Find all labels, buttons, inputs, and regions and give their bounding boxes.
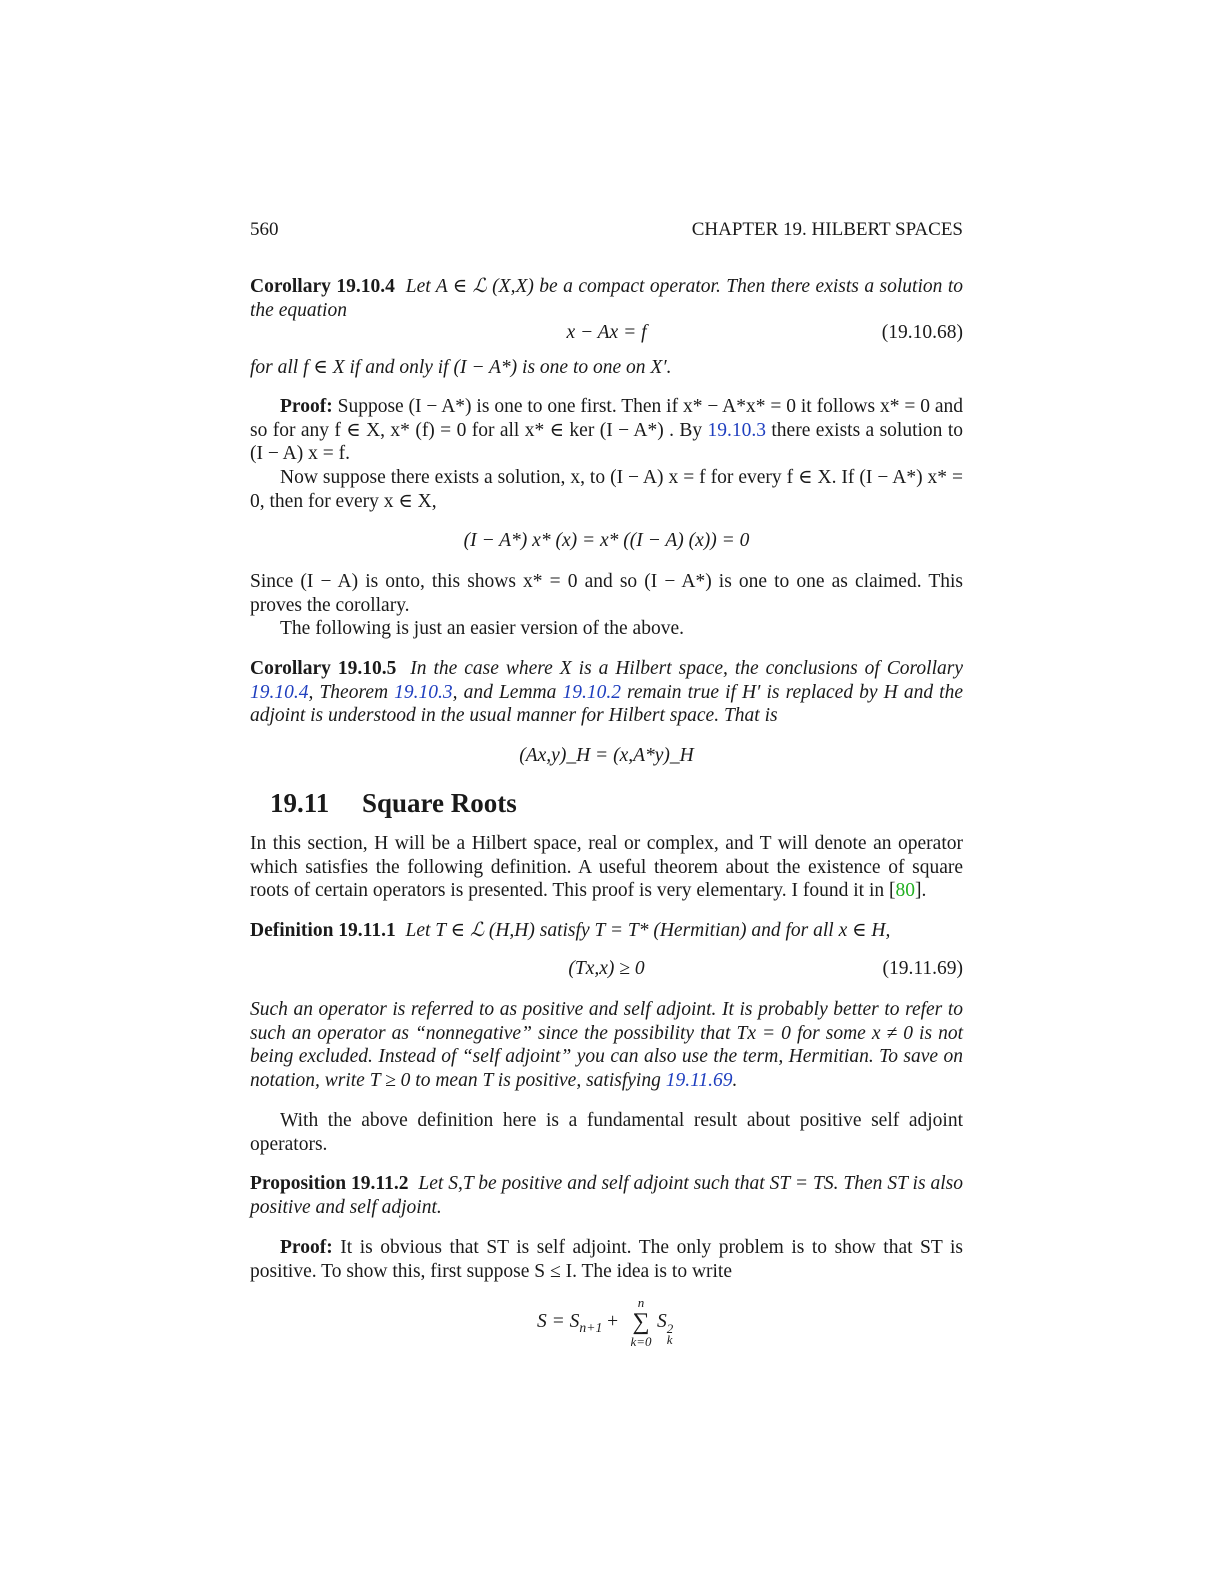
proposition-label: Proposition 19.11.2 [250,1173,409,1194]
ref-link-19-10-3[interactable]: 19.10.3 [394,681,453,703]
equation-number: (19.10.68) [881,322,963,343]
sum-term [657,1311,673,1345]
section-intro [250,832,963,903]
equation-19-11-69 [250,958,963,982]
summation-operator [626,1296,656,1350]
page-number: 560 [250,219,279,240]
definition-19-11-1 [250,919,963,943]
chapter-title: CHAPTER 19. HILBERT SPACES [691,219,963,240]
corollary-19-10-4 [250,275,963,322]
corollary-text: , and Lemma [452,681,563,703]
term-base: S [657,1311,667,1332]
equation: (I − A*) x* (x) = x* ((I − A) (x)) = 0 [463,530,750,551]
equation: (Ax,y)_H = (x,A*y)_H [519,745,694,766]
sum-equation [250,1296,963,1356]
ref-link-19-10-3[interactable]: 19.10.3 [707,419,766,441]
term-superscript: 2 [666,1321,674,1336]
equation-19-10-68 [250,322,963,346]
section-heading [270,788,517,819]
corollary-19-10-5 [250,657,963,728]
sigma-symbol: ∑ [632,1309,650,1335]
proof-text-end: there exists a solution to (I − A) x = f. [250,419,963,464]
plus-sign: + [602,1311,619,1332]
corollary-text: Let A ∈ ℒ (X,X) be a compact operator. Then there exists a solution to the equation [250,276,963,321]
proposition-text: Let S,T be positive and self adjoint such that ST = TS. Then ST is also positive and self adjoint. [250,1173,963,1218]
sum-lhs [537,1311,618,1336]
proof-label: Proof: [280,1237,333,1258]
paragraph: With the above definition here is a fundamental result about positive self adjoint operators. [250,1110,963,1155]
lhs-subscript: n+1 [579,1319,603,1335]
proof-label: Proof: [280,396,333,417]
ref-link-19-10-4[interactable]: 19.10.4 [250,681,309,703]
running-header [250,219,963,241]
proof-paragraph-1 [250,395,963,466]
definition-remark [250,998,963,1092]
corollary-text: , Theorem [308,681,395,703]
definition-text: Let T ∈ ℒ (H,H) satisfy T = T* (Hermitian) and for all x ∈ H, [405,920,891,941]
corollary-condition: for all f ∈ X if and only if (I − A*) is one to one on X′. [250,357,672,378]
definition-label: Definition 19.11.1 [250,920,396,941]
proposition-19-11-2 [250,1172,963,1219]
citation-link[interactable]: 80 [895,880,915,901]
display-equation [250,745,963,769]
remark-text: Such an operator is referred to as positive and self adjoint. It is probably better to refer to such an operator as “nonnegative” since the possibility that Tx = 0 for some x ≠ 0 is not being excluded. Instead of “self adjoint” you can also use the term, Hermitian. To save on notation, write T ≥ 0 to mean T is positive, satisfying [250,999,963,1091]
lhs-text: S = S [537,1311,580,1332]
proof-paragraph-5 [250,1236,963,1283]
corollary-label: Corollary 19.10.5 [250,658,397,679]
display-equation [250,530,963,554]
sum-upper-limit: n [637,1295,645,1310]
equation-number: (19.11.69) [882,958,963,979]
ref-link-19-11-69[interactable]: 19.11.69 [665,1069,733,1091]
proof-paragraph-3: Since (I − A) is onto, this shows x* = 0 and so (I − A*) is one to one as claimed. This proves the corollary. [250,571,963,616]
intro-text: In this section, H will be a Hilbert space, real or complex, and T will denote an operator which satisfies the following definition. A useful theorem about the existence of square roots of certain operators is presented. This proof is very elementary. I found it in [ [250,833,963,901]
corollary-text: remain true if H′ is replaced by H and the adjoint is understood in the usual manner for Hilbert space. That is [250,681,963,726]
remark-end: . [732,1069,738,1091]
proof-paragraph-2: Now suppose there exists a solution, x, to (I − A) x = f for every f ∈ X. If (I − A*) x* = 0, then for every x ∈ X, [250,467,963,512]
proof-paragraph-4: The following is just an easier version of the above. [280,618,684,639]
equation: x − Ax = f [566,322,647,343]
proof-text: It is obvious that ST is self adjoint. The only problem is to show that ST is positive. To show this, first suppose S ≤ I. The idea is to write [250,1237,964,1282]
equation: (Tx,x) ≥ 0 [568,958,645,979]
proof-text: Suppose (I − A*) is one to one first. Then if x* − A*x* = 0 it follows x* = 0 and so for any f ∈ X, x* (f) = 0 for all x* ∈ ker (I − A*) . By [250,396,964,441]
intro-end: ]. [914,880,927,901]
sum-lower-limit: k=0 [630,1334,652,1349]
section-title: Square Roots [362,788,517,818]
corollary-label: Corollary 19.10.4 [250,276,395,297]
corollary-text: In the case where X is a Hilbert space, the conclusions of Corollary [410,658,963,679]
ref-link-19-10-2[interactable]: 19.10.2 [562,681,621,703]
section-number: 19.11 [270,788,330,818]
term-subscript: k [666,1332,673,1347]
